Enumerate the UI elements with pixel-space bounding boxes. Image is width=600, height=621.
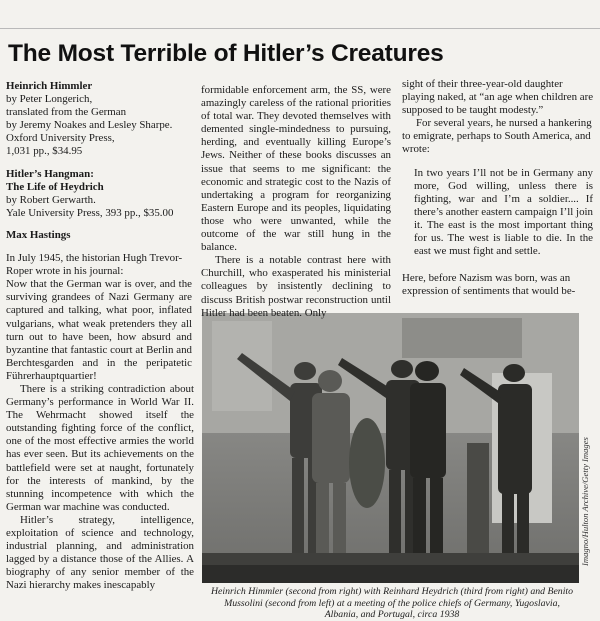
book-title-2: Hitler’s Hangman: <box>6 167 94 180</box>
column-2 <box>201 84 391 320</box>
paragraph: For several years, he nursed a hankering to emigrate, perhaps to South America, and wrote: <box>402 117 592 156</box>
book-subtitle-2: The Life of Heydrich <box>6 180 104 193</box>
paragraph: In July 1945, the historian Hugh Trevor-Roper wrote in his journal: <box>6 252 183 278</box>
book-line: Yale University Press, 393 pp., $35.00 <box>6 206 174 219</box>
author-byline: Max Hastings <box>6 228 71 241</box>
book-line: 1,031 pp., $34.95 <box>6 145 83 158</box>
book-line: by Peter Longerich, <box>6 93 93 106</box>
book-line: translated from the German <box>6 106 127 119</box>
book-entry-1 <box>6 80 194 159</box>
photo-credit: Imagno/Hulton Archive/Getty Images <box>580 437 590 566</box>
paragraph: There is a notable contrast here with Churchill, who exasperated his ministerial colleagues by insistently declining to discuss British postwar reconstruction until Hitler had been beaten. Only <box>201 254 391 319</box>
column-3 <box>402 78 595 298</box>
article-title: The Most Terrible of Hitler’s Creatures <box>8 40 444 67</box>
book-entry-2 <box>6 168 194 220</box>
paragraph: Here, before Nazism was born, was an expression of sentiments that would be- <box>402 272 576 298</box>
paragraph: formidable enforcement arm, the SS, were amazingly careless of the rational priorities of total war. They devoted themselves with demented single-mindedness to pursuing, herding, and eventually killing Europe’s Jews. Neither of these books discusses an issue that seems to me significant: the economic and strategic cost to the Nazis of undertaking a program for reorganizing Eastern Europe and its peoples, liquidating those who were unwanted, while the outcome of the war still hung in the balance. <box>201 84 391 254</box>
book-line: Oxford University Press, <box>6 132 115 145</box>
photo-caption: Heinrich Himmler (second from right) with Reinhard Heydrich (third from right) and Benito Mussolini (second from left) at a meeting of the police chiefs of Germany, Yugoslavia, Albania, and Portugal, circa 1938 <box>210 586 574 621</box>
block-quote: Now that the German war is over, and the surviving grandees of Nazi Germany are captured and talking, what poor, inflated vulgarians, what weak pretenders they all turn out to have been, how absurd and byzantine that fantastic court at Berlin and Berchtesgarden and in the peripatetic Führerhauptquartier! <box>6 278 192 382</box>
book-line: by Jeremy Noakes and Lesley Sharpe. <box>6 119 173 132</box>
paragraph: sight of their three-year-old daughter playing naked, at “an age when children are supposed to be taught modesty.” <box>402 78 594 117</box>
block-quote: In two years I’ll not be in Germany any more, God willing, unless there is fighting, war and I’m a soldier.... If there’s another eastern campaign I’ll join it. The east is the most important thing for us. The west is liable to die. In the east we must fight and settle. <box>414 166 593 258</box>
book-title-1: Heinrich Himmler <box>6 80 93 92</box>
paragraph: Hitler’s strategy, intelligence, exploitation of science and technology, industrial planning, and administration lagged by a distance those of the Allies. A biography of any senior member of the Nazi hierarchy makes inescapably <box>6 513 194 592</box>
photo-illustration <box>202 313 579 583</box>
paragraph: There is a striking contradiction about Germany’s performance in World War II. The Wehrmacht showed itself the outstanding fighting force of the conflict, one of the most effective armies the world has ever seen. But its achievements on the battlefield were set at naught, fortunately for the interests of mankind, by the stunning incompetence with which the German war machine was conducted. <box>6 382 194 513</box>
historical-photo <box>202 313 579 583</box>
book-line: by Robert Gerwarth. <box>6 193 96 206</box>
top-rule <box>0 28 600 29</box>
column-1 <box>6 80 194 592</box>
